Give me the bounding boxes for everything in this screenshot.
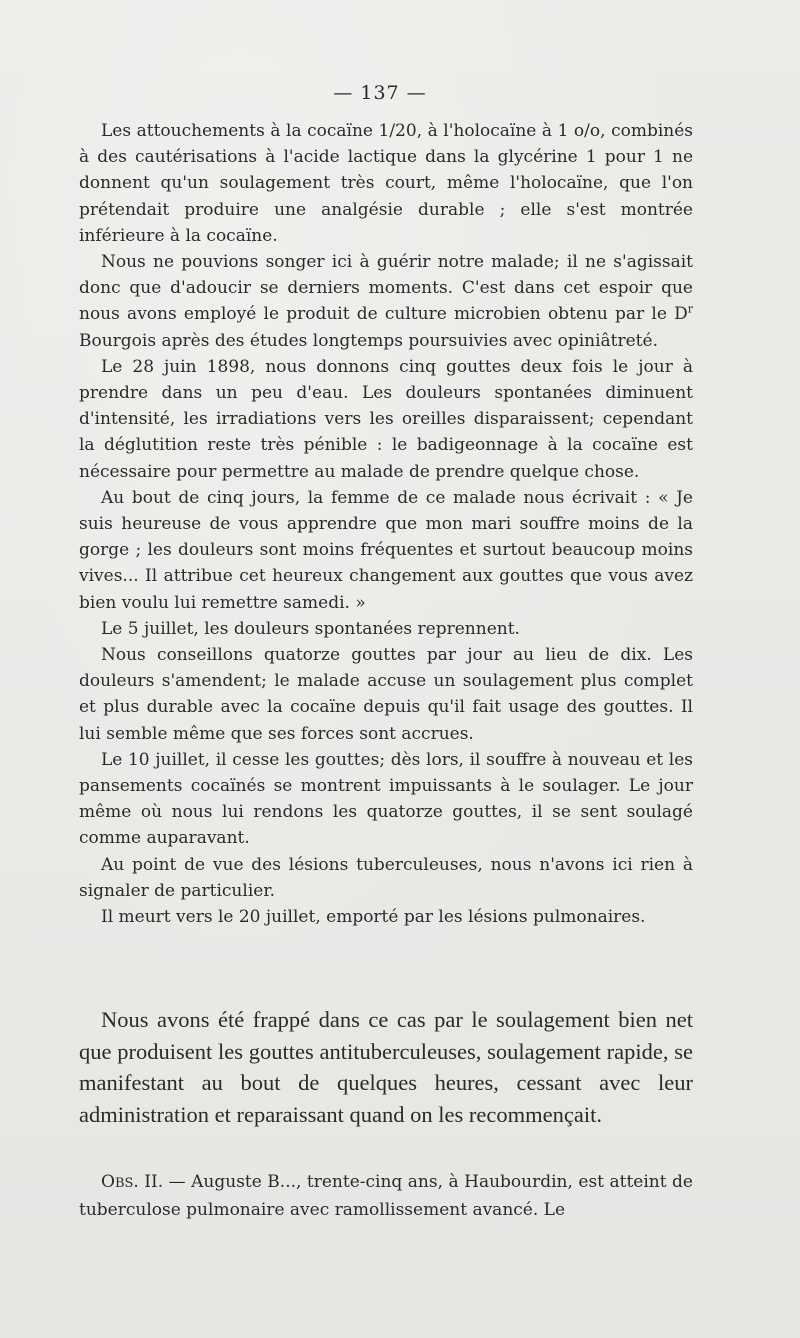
paragraph-culture-product xyxy=(79,249,693,354)
paragraph-wife-letter: Au bout de cinq jours, la femme de ce malade nous écrivait : « Je suis heureuse de vous apprendre que mon mari souffre moins de la gorge ; les douleurs sont moins fréquentes et surtout beaucoup moins vives... Il attribue cet heureux changement aux gouttes que vous avez bien voulu lui remettre samedi. » xyxy=(79,487,693,613)
paragraph-culture-product-main: Nous ne pouvions songer ici à guérir notre malade; il ne s'agissait donc que d'adoucir se derniers moments. C'est dans cet espoir que nous avons employé le produit de culture microbien obtenu par le D xyxy=(79,252,693,325)
observation-label-rest: BS xyxy=(114,1176,134,1191)
paragraph-july-10: Le 10 juillet, il cesse les gouttes; dès lors, il souffre à nouveau et les pansements cocaïnés se montrent impuissants à le soulager. Le jour même où nous lui rendons les quatorze gouttes, il se sent soulagé comme auparavant. xyxy=(79,749,693,849)
paragraph-lesions: Au point de vue des lésions tuberculeuses, nous n'avons ici rien à signaler de particulier. xyxy=(79,854,693,901)
observation-ii xyxy=(79,1169,693,1223)
commentary-paragraph: Nous avons été frappé dans ce cas par le soulagement bien net que produisent les gouttes antituberculeuses, soulagement rapide, se manifestant au bout de quelques heures, cessant avec leur administration et reparaissant quand on les recommençait. xyxy=(79,1007,693,1127)
paragraph-july-5: Le 5 juillet, les douleurs spontanées reprennent. xyxy=(101,618,520,639)
paragraph-june-28: Le 28 juin 1898, nous donnons cinq gouttes deux fois le jour à prendre dans un peu d'eau. Les douleurs spontanées diminuent d'intensité, les irradiations vers les oreilles disparaissent; cependant la déglutition reste très pénible : le badigeonnage à la cocaïne est nécessaire pour permettre au malade de prendre quelque chose. xyxy=(79,356,693,482)
paragraph-fourteen-drops: Nous conseillons quatorze gouttes par jour au lieu de dix. Les douleurs s'amendent; le malade accuse un soulagement plus complet et plus durable avec la cocaïne depuis qu'il fait usage des gouttes. Il lui semble même que ses forces sont accrues. xyxy=(79,645,693,744)
paragraph-culture-product-tail: Bourgois après des études longtemps poursuivies avec opiniâtreté. xyxy=(79,330,658,351)
paragraph-death: Il meurt vers le 20 juillet, emporté par les lésions pulmonaires. xyxy=(101,907,646,928)
doctor-superscript: r xyxy=(687,302,693,316)
observation-label-suffix: . II. — xyxy=(133,1172,186,1192)
observation-text: Auguste B..., trente-cinq ans, à Haubourdin, est atteint de tuberculose pulmonaire avec ramollissement avancé. Le xyxy=(79,1172,693,1221)
page-number: — 137 — xyxy=(333,82,427,104)
observation-label-first: O xyxy=(101,1172,115,1192)
paragraph-treatment: Les attouchements à la cocaïne 1/20, à l'holocaïne à 1 o/o, combinés à des cautérisations à l'acide lactique dans la glycérine 1 pour 1 ne donnent qu'un soulagement très court, même l'holocaïne, que l'on prétendait produire une analgésie durable ; elle s'est montrée inférieure à la cocaïne. xyxy=(79,121,693,246)
case-report-text xyxy=(79,118,693,930)
